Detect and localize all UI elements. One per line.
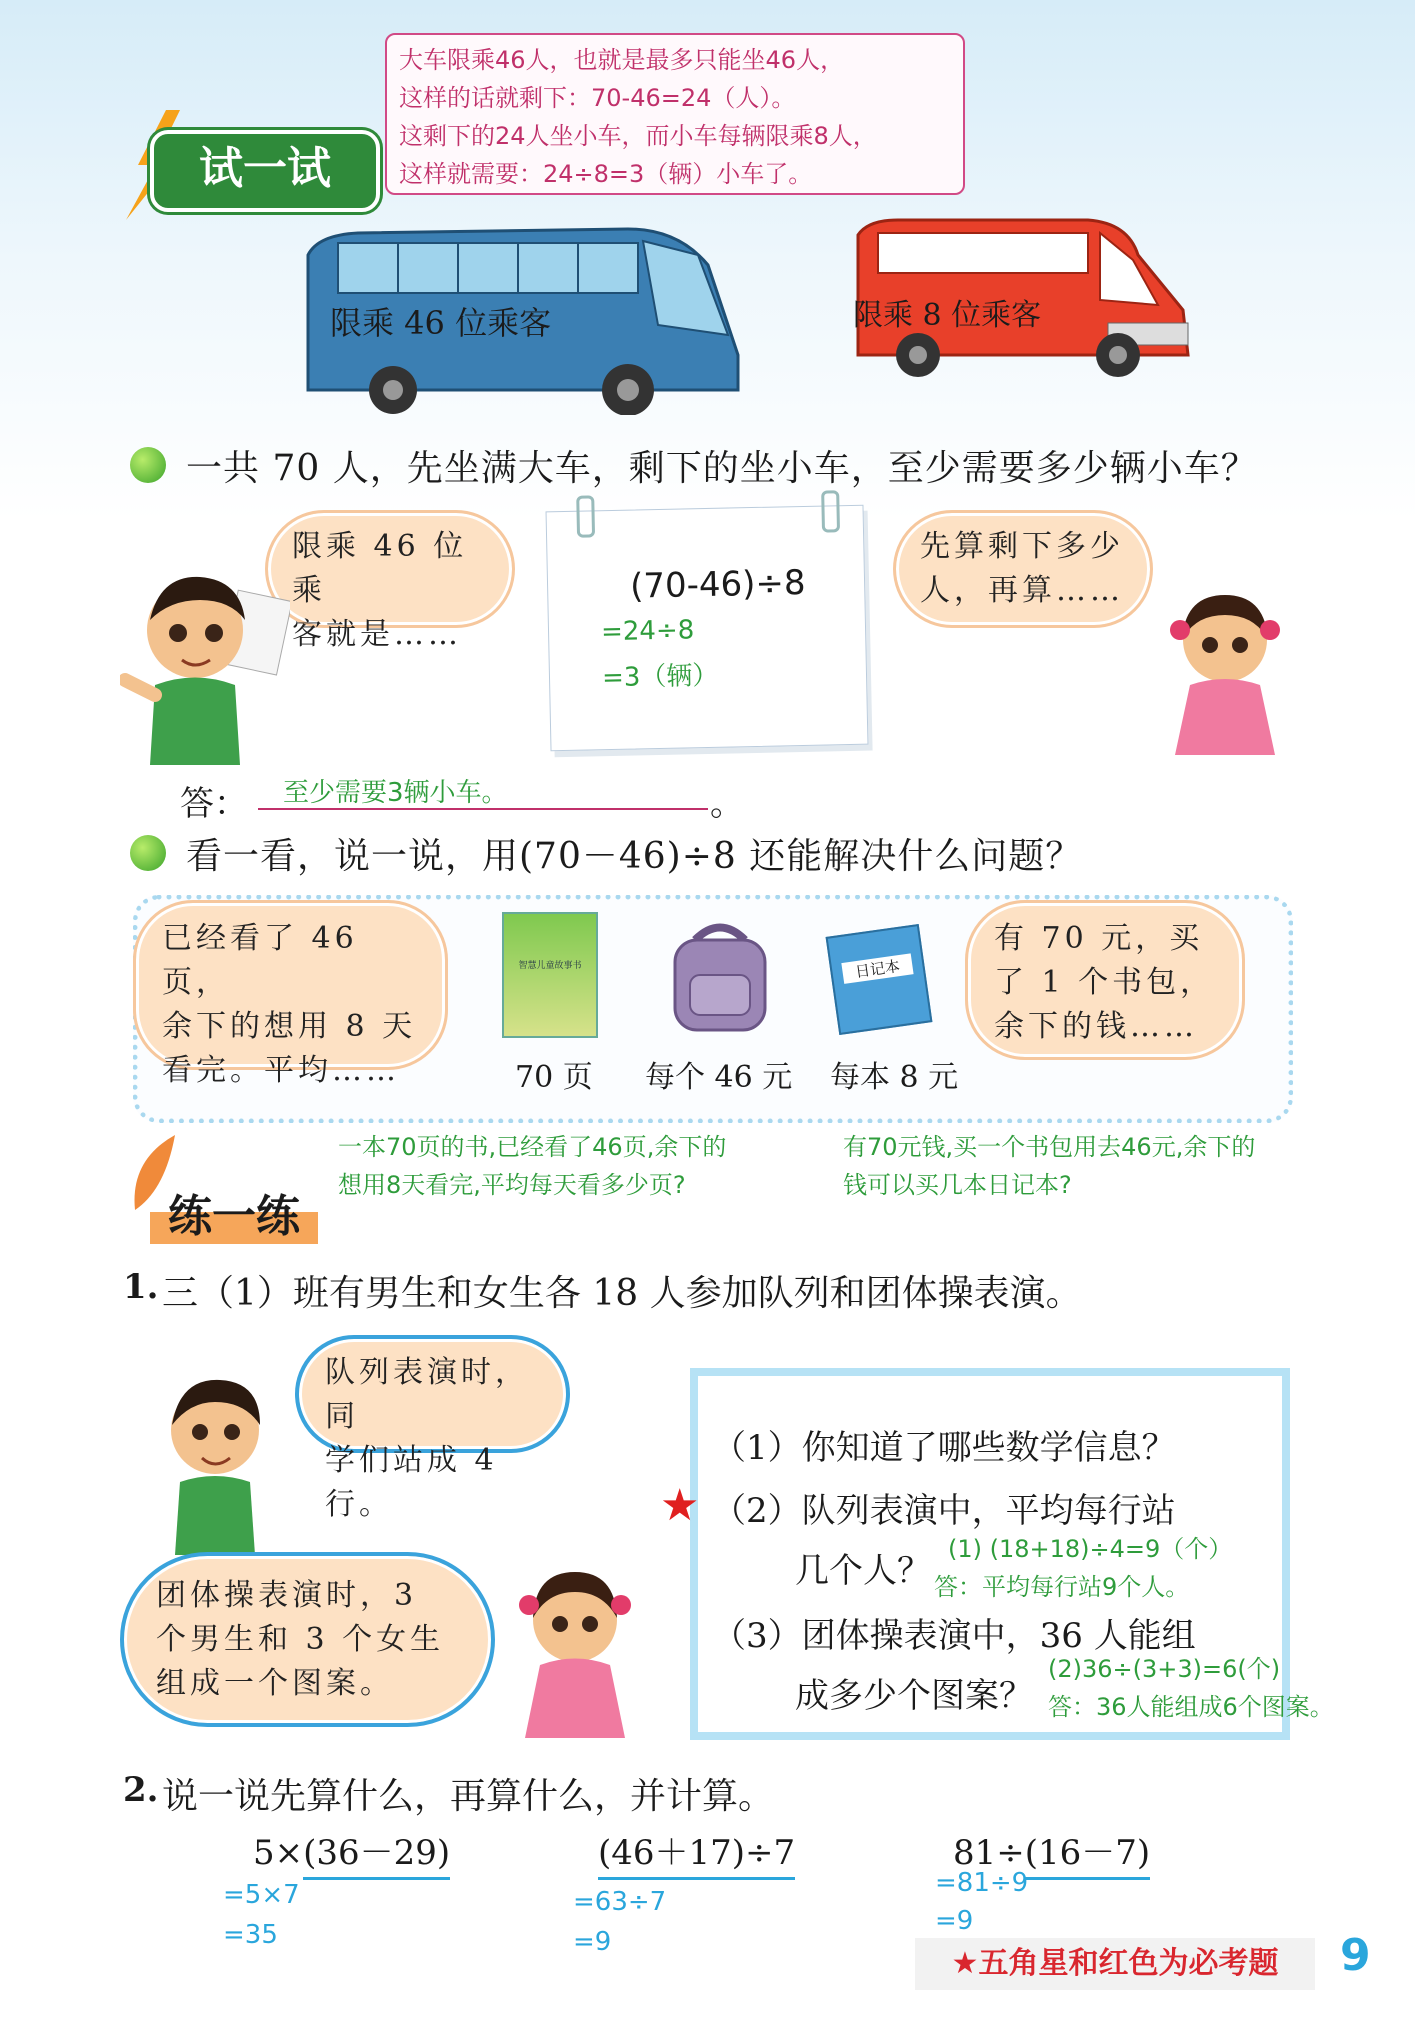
backpack-icon: [660, 920, 780, 1035]
card-formula: (70-46)÷8: [629, 562, 806, 607]
note-line: (1) (18+18)÷4=9（个）: [948, 1535, 1233, 1563]
exercise1-number: 1.: [123, 1267, 159, 1307]
boy-character: [120, 565, 290, 765]
calc-step: =81÷9: [935, 1868, 1029, 1898]
calc-problem: [598, 1825, 795, 1874]
bubble-line: 组成一个图案。: [156, 1666, 394, 1701]
bubble-line: 已经看了 46 页，: [162, 921, 358, 1000]
question2-text: 看一看，说一说，用(70－46)÷8 还能解决什么问题？: [186, 836, 1083, 877]
bubble-line: 余下的想用 8 天: [162, 1009, 417, 1044]
calc-prefix: 81÷: [953, 1833, 1025, 1873]
clip-icon: [821, 490, 840, 532]
exercise2-number: 2.: [123, 1770, 159, 1810]
clip-icon: [576, 495, 595, 537]
calc-underlined: (36－29): [303, 1833, 450, 1880]
solution-card: [546, 505, 869, 752]
exercise1-text: 三（1）班有男生和女生各 18 人参加队列和团体操表演。: [162, 1273, 1082, 1314]
boy-character: [150, 1370, 280, 1555]
bubble-line: 先算剩下多少: [920, 529, 1124, 564]
note-line: 答：平均每行站9个人。: [934, 1573, 1190, 1601]
question-3-line2: 成多少个图案？: [795, 1676, 1033, 1716]
handwritten-note-left: [338, 1128, 726, 1204]
gymnastics-speech-bubble: [120, 1552, 495, 1727]
reading-speech-bubble: [133, 900, 448, 1088]
calc-underlined: (46＋17)÷7: [598, 1833, 795, 1880]
calc-underlined: (16－7): [1025, 1833, 1150, 1880]
calc-step: =5×7: [223, 1880, 300, 1910]
item-notebook-price: 每本 8 元: [830, 1060, 959, 1095]
girl-character: [1160, 585, 1290, 760]
question-2-handwritten: [934, 1530, 1233, 1606]
teacher-note-callout: [385, 33, 965, 195]
bullet-icon: [130, 835, 166, 871]
bubble-line: 有 70 元，买: [994, 921, 1204, 956]
formation-speech-bubble: [295, 1335, 570, 1522]
note-line: 有70元钱,买一个书包用去46元,余下的: [843, 1133, 1256, 1161]
bubble-line: 队列表演时，同: [325, 1355, 529, 1434]
note-line: 一本70页的书,已经看了46页,余下的: [338, 1133, 727, 1161]
calc-step: =9: [573, 1927, 612, 1957]
handwritten-note-right: [843, 1128, 1255, 1204]
question-2-line2: 几个人？: [795, 1551, 931, 1591]
page-number: 9: [1340, 1930, 1371, 1981]
bubble-line: 客就是……: [292, 617, 462, 652]
calc-step: =9: [935, 1906, 974, 1936]
bubble-line: 个男生和 3 个女生: [156, 1622, 445, 1657]
question-2-line1: （2）队列表演中，平均每行站: [712, 1491, 1176, 1531]
question-1: （1）你知道了哪些数学信息？: [712, 1428, 1176, 1468]
boy-speech-bubble: [265, 510, 515, 652]
storybook-icon: [502, 912, 598, 1038]
callout-line: 这样就需要：24÷8=3（辆）小车了。: [399, 160, 813, 188]
question1-text: 一共 70 人，先坐满大车，剩下的坐小车，至少需要多少辆小车？: [186, 448, 1258, 489]
bubble-line: 余下的钱……: [994, 1009, 1198, 1044]
note-line: (2)36÷(3+3)=6(个): [1048, 1655, 1281, 1683]
bubble-line: 看完。平均……: [162, 1053, 400, 1088]
answer-handwritten: 至少需要3辆小车。: [283, 778, 508, 808]
note-line: 钱可以买几本日记本?: [843, 1171, 1072, 1199]
question-3-handwritten: [1048, 1650, 1334, 1726]
bubble-line: 限乘 46 位乘: [292, 529, 468, 608]
calc-problem: [253, 1825, 450, 1874]
note-line: 想用8天看完,平均每天看多少页?: [338, 1171, 686, 1199]
item-backpack-price: 每个 46 元: [645, 1060, 793, 1095]
bubble-line: 学们站成 4 行。: [325, 1443, 498, 1522]
callout-line: 这样的话就剩下：70-46=24（人）。: [399, 84, 796, 112]
bus-label: 限乘 46 位乘客: [330, 304, 552, 342]
callout-line: 这剩下的24人坐小车，而小车每辆限乘8人，: [399, 122, 877, 150]
note-line: 答：36人能组成6个图案。: [1048, 1693, 1334, 1721]
notebook-icon: [826, 924, 933, 1035]
shopping-speech-bubble: [965, 900, 1245, 1060]
bullet-icon: [130, 447, 166, 483]
card-step: =3（辆）: [601, 660, 719, 694]
calc-step: =63÷7: [573, 1887, 667, 1917]
required-star-icon: ★: [660, 1480, 700, 1531]
van-label: 限乘 8 位乘客: [853, 298, 1042, 333]
section-tag-practice: 练一练: [150, 1180, 318, 1244]
calc-problem: [953, 1825, 1150, 1874]
card-step: =24÷8: [600, 615, 695, 648]
calc-step: =35: [223, 1920, 278, 1950]
exercise2-text: 说一说先算什么，再算什么，并计算。: [162, 1776, 775, 1817]
callout-line: 大车限乘46人，也就是最多只能坐46人，: [399, 46, 845, 74]
bubble-line: 了 1 个书包，: [994, 965, 1215, 1000]
question-3-line1: （3）团体操表演中，36 人能组: [712, 1616, 1196, 1656]
calc-prefix: 5×: [253, 1833, 304, 1873]
notebook-cover-title: 日记本: [841, 953, 913, 984]
required-questions-badge: ★五角星和红色为必考题: [915, 1938, 1315, 1990]
answer-label: 答：: [180, 784, 248, 824]
answer-period: 。: [710, 784, 744, 824]
book-cover-title: 智慧儿童故事书: [518, 961, 582, 971]
girl-character: [505, 1560, 645, 1740]
girl-speech-bubble: [893, 510, 1153, 628]
bubble-line: 团体操表演时，3: [156, 1578, 418, 1613]
item-book-pages: 70 页: [515, 1060, 593, 1095]
answer-underline: [258, 808, 708, 810]
bubble-line: 人，再算……: [920, 573, 1124, 608]
section-tag-try: 试一试: [150, 130, 380, 212]
